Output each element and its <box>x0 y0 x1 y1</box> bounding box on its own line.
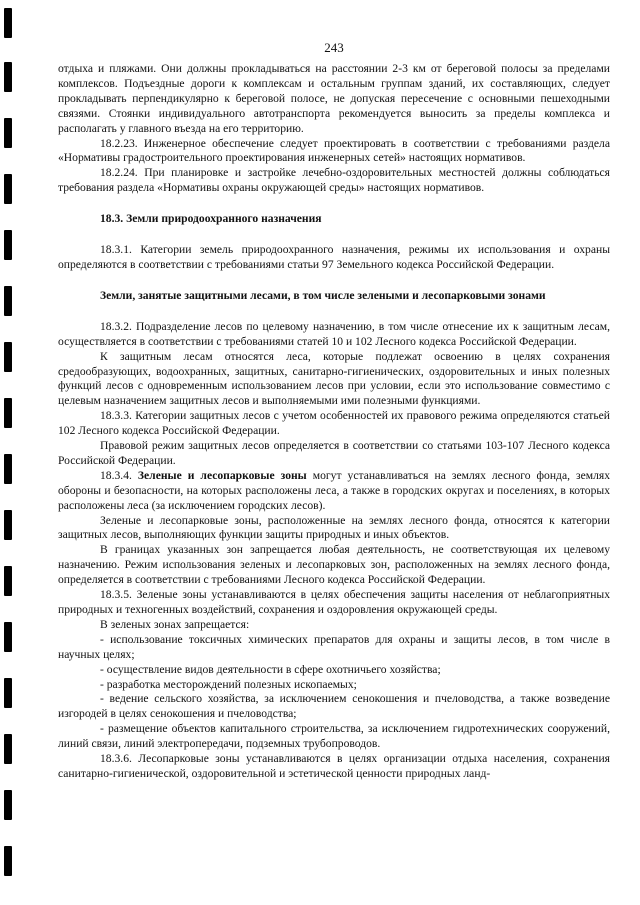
paragraph: Правовой режим защитных лесов определяется в соответствии со статьями 103-107 Лесного кодекса Российской Федерации. <box>58 439 610 467</box>
paragraph-18-3-6: 18.3.6. Лесопарковые зоны устанавливаются в целях организации отдыха населения, сохранения санитарно-гигиенической, оздоровительной и эстетической ценности природных ланд- <box>58 752 610 780</box>
list-item: - размещение объектов капитального строительства, за исключением гидротехнических сооружений, линий связи, линий электропередачи, подземных трубопроводов. <box>58 722 610 751</box>
binding-mark <box>4 286 12 316</box>
document-page <box>58 40 610 782</box>
paragraph-18-3-4 <box>58 469 610 514</box>
binding-mark <box>4 174 12 204</box>
paragraph: Зеленые и лесопарковые зоны, расположенные на землях лесного фонда, относятся к категории защитных лесов, выполняющих функции защиты природных и иных объектов. <box>58 513 610 542</box>
binding-mark <box>4 622 12 652</box>
page-number: 243 <box>324 40 344 55</box>
paragraph: отдыха и пляжами. Они должны прокладываться на расстоянии 2-3 км от береговой полосы за пределами комплексов. Подъездные дороги к комплексам и остальным группам зданий, их составляющих, следует прокладывать перпендикулярно к береговой полосе, не допуская пересечение с основными пешеходными связями. Стоянки индивидуального автотранспорта рекомендуется выносить за пределы комплекса и располагать у главного въезда на его территорию. <box>58 62 610 135</box>
binding-mark <box>4 230 12 260</box>
paragraph: В зеленых зонах запрещается: <box>100 617 250 631</box>
paragraph: В границах указанных зон запрещается любая деятельность, не соответствующая их целевому назначению. Режим использования зеленых и лесопарковых зон, расположенных на землях лесного фонда, определяется в соответствии с требованиями Лесного кодекса Российской Федерации. <box>58 543 610 587</box>
paragraph-18-3-3: 18.3.3. Категории защитных лесов с учетом особенностей их правового режима определяются статьей 102 Лесного кодекса Российской Федерации. <box>58 409 610 438</box>
binding-mark <box>4 734 12 764</box>
list-item: - ведение сельского хозяйства, за исключением сенокошения и пчеловодства, а также возведение изгородей в целях сенокошения и пчеловодства; <box>58 692 610 721</box>
paragraph-18-2-23: 18.2.23. Инженерное обеспечение следует проектировать в соответствии с требованиями раздела «Нормативы градостроительного проектирования инженерных сетей» настоящих нормативов. <box>58 136 610 165</box>
binding-mark <box>4 790 12 820</box>
paragraph-18-3-1: 18.3.1. Категории земель природоохранного назначения, режимы их использования и охраны определяются в соответствии с требованиями статьи 97 Земельного кодекса Российской Федерации. <box>58 243 610 271</box>
subsection-heading-protective-forests: Земли, занятые защитными лесами, в том числе зелеными и лесопарковыми зонами <box>100 288 546 302</box>
binding-mark <box>4 454 12 484</box>
binding-holes <box>4 0 14 905</box>
list-item: - разработка месторождений полезных ископаемых; <box>100 677 357 691</box>
paragraph: К защитным лесам относятся леса, которые подлежат освоению в целях сохранения средообразующих, водоохранных, защитных, санитарно-гигиенических, оздоровительных и иных полезных функций лесов с одновременным использованием лесов при условии, если это использование совместимо с целевым назначением защитных лесов и выполняемыми ими полезными функциями. <box>58 349 610 408</box>
binding-mark <box>4 678 12 708</box>
paragraph-text: могут устанавливаться на землях лесного фонда, землях обороны и безопасности, на которых расположены леса, а также в городских округах и поселениях, в которых расположены леса (за исключением городских лесов). <box>58 468 610 512</box>
binding-mark <box>4 398 12 428</box>
paragraph-number: 18.3.4. <box>100 468 132 482</box>
bold-term: Зеленые и лесопарковые зоны <box>137 468 307 482</box>
binding-mark <box>4 62 12 92</box>
section-heading-18-3: 18.3. Земли природоохранного назначения <box>100 212 322 226</box>
list-item: - использование токсичных химических препаратов для охраны и защиты лесов, в том числе в научных целях; <box>58 632 610 661</box>
paragraph-18-2-24: 18.2.24. При планировке и застройке лечебно-оздоровительных местностей должны соблюдаться требования раздела «Нормативы охраны окружающей среды» настоящих нормативов. <box>58 166 610 195</box>
binding-mark <box>4 342 12 372</box>
binding-mark <box>4 846 12 876</box>
binding-mark <box>4 566 12 596</box>
paragraph-18-3-2: 18.3.2. Подразделение лесов по целевому назначению, в том числе отнесение их к защитным лесам, осуществляется в соответствии с требованиями статей 10 и 102 Лесного кодекса Российской Федерации. <box>58 319 610 348</box>
binding-mark <box>4 8 12 38</box>
binding-mark <box>4 510 12 540</box>
list-item: - осуществление видов деятельности в сфере охотничьего хозяйства; <box>100 662 441 676</box>
paragraph-18-3-5: 18.3.5. Зеленые зоны устанавливаются в целях обеспечения защиты населения от неблагоприятных природных и техногенных воздействий, сохранения и оздоровления окружающей среды. <box>58 588 610 616</box>
binding-mark <box>4 118 12 148</box>
